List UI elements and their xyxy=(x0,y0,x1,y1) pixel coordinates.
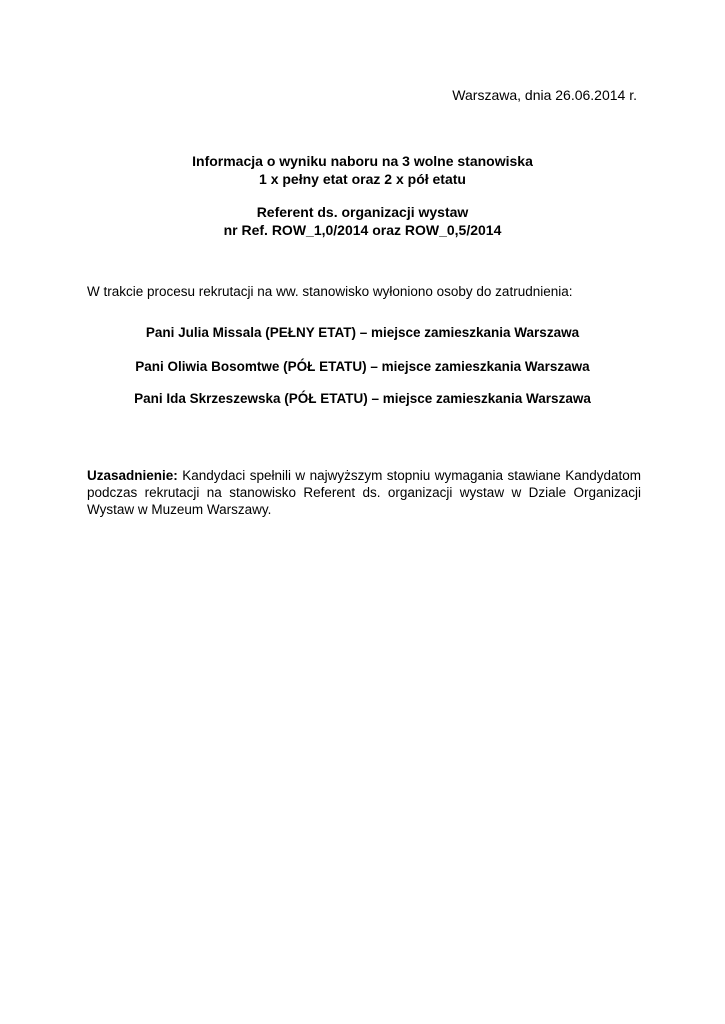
candidate-2: Pani Oliwia Bosomtwe (PÓŁ ETATU) – miejsce zamieszkania Warszawa xyxy=(135,359,590,374)
position-title xyxy=(0,203,725,239)
position-line-1: Referent ds. organizacji wystaw xyxy=(256,204,469,220)
justification-paragraph xyxy=(87,467,641,518)
justification-label: Uzasadnienie: xyxy=(87,468,178,483)
candidate-3: Pani Ida Skrzeszewska (PÓŁ ETATU) – miejsce zamieszkania Warszawa xyxy=(134,391,591,406)
intro-paragraph: W trakcie procesu rekrutacji na ww. stanowisko wyłoniono osoby do zatrudnienia: xyxy=(87,284,573,299)
date-line: Warszawa, dnia 26.06.2014 r. xyxy=(452,87,637,103)
document-title xyxy=(0,152,725,188)
position-line-2: nr Ref. ROW_1,0/2014 oraz ROW_0,5/2014 xyxy=(223,222,502,238)
justification-text: Kandydaci spełnili w najwyższym stopniu wymagania stawiane Kandydatom podczas rekrutacji na stanowisko Referent ds. organizacji wystaw w Dziale Organizacji Wystaw w Muzeum Warszawy. xyxy=(87,468,641,517)
candidate-1: Pani Julia Missala (PEŁNY ETAT) – miejsce zamieszkania Warszawa xyxy=(145,325,580,340)
title-line-1: Informacja o wyniku naboru na 3 wolne stanowiska xyxy=(192,153,533,169)
title-line-2: 1 x pełny etat oraz 2 x pół etatu xyxy=(259,171,466,187)
